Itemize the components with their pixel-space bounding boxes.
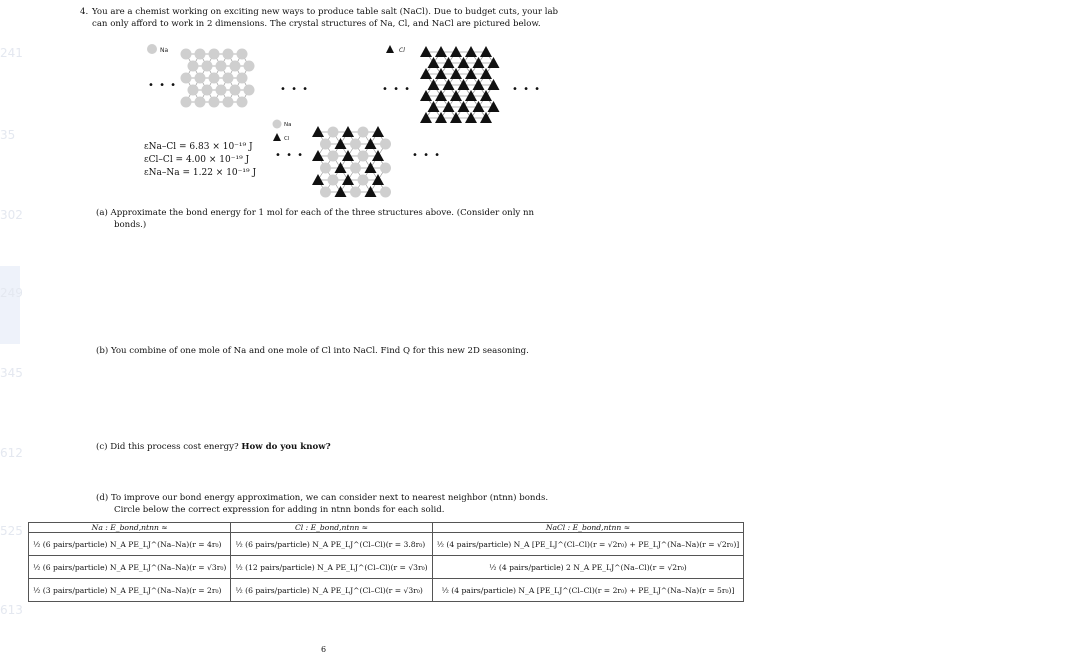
na-atom — [195, 97, 206, 108]
cl-atom — [312, 174, 324, 185]
cl-atom — [372, 174, 384, 185]
cl-atom — [480, 68, 492, 79]
cl-atom — [428, 79, 440, 90]
na-atom — [195, 49, 206, 60]
cl-atom — [443, 101, 455, 112]
cl-lattice — [420, 46, 500, 123]
cl-atom — [365, 186, 377, 197]
cl-atom — [312, 150, 324, 161]
option-cl-3[interactable]: ½ (6 pairs/particle) N_A PE_LJ^(Cl–Cl)(r = √3r₀) — [231, 579, 432, 602]
cl-atom — [342, 174, 354, 185]
na-atom — [223, 97, 234, 108]
na-atom — [350, 139, 361, 150]
cl-atom — [473, 101, 485, 112]
cl-atom — [342, 126, 354, 137]
table-row — [29, 533, 744, 556]
problem-number: 4. — [80, 7, 89, 17]
cl-atom — [488, 57, 500, 68]
question-d-line-2: Circle below the correct expression for adding in ntnn bonds for each solid. — [114, 504, 445, 515]
question-c-bold: How do you know? — [241, 442, 331, 452]
na-atom — [328, 127, 339, 138]
cl-atom — [335, 162, 347, 173]
cl-atom — [480, 46, 492, 57]
cl-ellipsis-right: • • • — [512, 84, 542, 95]
cl-atom — [473, 79, 485, 90]
table-row — [29, 556, 744, 579]
margin-mark: 302 — [0, 208, 23, 222]
na-atom — [181, 49, 192, 60]
na-ellipsis-right: • • • — [280, 84, 310, 95]
margin-mark: 612 — [0, 446, 23, 460]
na-atom — [358, 175, 369, 186]
energy-na-cl: εNa–Cl = 6.83 × 10⁻¹⁹ J — [144, 142, 253, 152]
na-atom — [320, 163, 331, 174]
question-d-line-1: (d) To improve our bond energy approximation, we can consider next to nearest neighbor (ntnn) bonds. — [96, 493, 549, 503]
na-atom — [328, 175, 339, 186]
cl-atom — [435, 68, 447, 79]
intro-line-2: can only afford to work in 2 dimensions. The crystal structures of Na, Cl, and NaCl are pictured below. — [92, 19, 541, 29]
cl-atom — [342, 150, 354, 161]
cl-atom — [450, 68, 462, 79]
header-cl: Cl : E_bond,ntnn ≈ — [231, 523, 432, 533]
nacl-lattice — [312, 126, 391, 198]
cl-atom — [465, 68, 477, 79]
question-c — [96, 442, 496, 454]
margin-mark: 345 — [0, 366, 23, 380]
na-atom — [237, 49, 248, 60]
page-number: 6 — [321, 645, 327, 654]
na-atom — [350, 187, 361, 198]
na-atom — [328, 151, 339, 162]
cl-atom — [312, 126, 324, 137]
na-atom — [209, 73, 220, 84]
cl-atom — [443, 57, 455, 68]
problem-intro — [80, 6, 600, 30]
cl-atom — [428, 101, 440, 112]
header-na: Na : E_bond,ntnn ≈ — [29, 523, 231, 533]
cl-atom — [458, 101, 470, 112]
na-atom — [358, 151, 369, 162]
cl-atom — [365, 162, 377, 173]
na-atom — [380, 187, 391, 198]
cl-atom — [488, 101, 500, 112]
energy-cl-cl: εCl–Cl = 4.00 × 10⁻¹⁹ J — [144, 155, 250, 165]
option-nacl-3[interactable]: ½ (4 pairs/particle) N_A [PE_LJ^(Cl–Cl)(r = 2r₀) + PE_LJ^(Na–Na)(r = 5r₀)] — [432, 579, 744, 602]
cl-atom — [473, 57, 485, 68]
cl-atom — [458, 57, 470, 68]
question-d — [96, 493, 616, 516]
cl-atom — [420, 90, 432, 101]
na-atom — [195, 73, 206, 84]
na-atom — [181, 97, 192, 108]
na-atom — [320, 139, 331, 150]
nacl-cl-legend-label: Cl — [284, 136, 290, 142]
na-atom — [209, 97, 220, 108]
table-header-row — [29, 523, 744, 533]
cl-atom — [428, 57, 440, 68]
cl-atom — [450, 46, 462, 57]
na-ellipsis-left: • • • — [148, 80, 178, 91]
margin-highlight — [0, 266, 20, 344]
cl-atom — [480, 112, 492, 123]
cl-atom — [465, 90, 477, 101]
na-atom — [230, 61, 241, 72]
cl-atom — [372, 150, 384, 161]
nacl-na-legend-label: Na — [284, 122, 292, 128]
cl-atom — [420, 112, 432, 123]
cl-legend-label: Cl — [399, 47, 405, 54]
cl-atom — [435, 46, 447, 57]
na-atom — [244, 61, 255, 72]
margin-mark: 35 — [0, 128, 16, 142]
na-atom — [209, 49, 220, 60]
option-na-1[interactable]: ½ (6 pairs/particle) N_A PE_LJ^(Na–Na)(r = 4r₀) — [29, 533, 231, 556]
option-nacl-1[interactable]: ½ (4 pairs/particle) N_A [PE_LJ^(Cl–Cl)(r = √2r₀) + PE_LJ^(Na–Na)(r = √2r₀)] — [432, 533, 744, 556]
na-atom — [320, 187, 331, 198]
cl-atom — [335, 138, 347, 149]
na-legend-icon — [147, 44, 157, 54]
ntnn-options-table — [28, 522, 744, 602]
na-atom — [216, 61, 227, 72]
header-nacl: NaCl : E_bond,ntnn ≈ — [432, 523, 744, 533]
cl-atom — [435, 90, 447, 101]
na-atom — [350, 163, 361, 174]
na-legend-label: Na — [160, 47, 169, 54]
cl-atom — [450, 90, 462, 101]
cl-atom — [458, 79, 470, 90]
na-atom — [380, 139, 391, 150]
na-atom — [188, 61, 199, 72]
na-atom — [237, 97, 248, 108]
option-cl-1[interactable]: ½ (6 pairs/particle) N_A PE_LJ^(Cl–Cl)(r = 3.8r₀) — [231, 533, 432, 556]
na-atom — [223, 49, 234, 60]
na-atom — [181, 73, 192, 84]
nacl-ellipsis-right: • • • — [412, 150, 442, 161]
na-atom — [202, 85, 213, 96]
option-na-2[interactable]: ½ (6 pairs/particle) N_A PE_LJ^(Na–Na)(r = √3r₀) — [29, 556, 231, 579]
na-atom — [244, 85, 255, 96]
question-b: (b) You combine of one mole of Na and one mole of Cl into NaCl. Find Q for this new 2D seasoning. — [96, 346, 529, 356]
question-a — [96, 208, 596, 231]
option-cl-2[interactable]: ½ (12 pairs/particle) N_A PE_LJ^(Cl–Cl)(r = √3r₀) — [231, 556, 432, 579]
na-atom — [216, 85, 227, 96]
margin-mark: 613 — [0, 603, 23, 617]
cl-atom — [450, 112, 462, 123]
energy-na-na: εNa–Na = 1.22 × 10⁻¹⁹ J — [144, 168, 257, 178]
question-c-text: (c) Did this process cost energy? — [96, 442, 239, 452]
cl-atom — [465, 46, 477, 57]
na-atom — [237, 73, 248, 84]
question-a-line-2: bonds.) — [114, 219, 147, 230]
margin-mark: 249 — [0, 286, 23, 300]
cl-atom — [480, 90, 492, 101]
na-atom — [223, 73, 234, 84]
na-atom — [202, 61, 213, 72]
margin-mark: 241 — [0, 46, 23, 60]
cl-legend-icon — [386, 45, 394, 53]
nacl-ellipsis-left: • • • — [275, 150, 305, 161]
cl-atom — [488, 79, 500, 90]
na-atom — [188, 85, 199, 96]
na-lattice — [181, 49, 255, 108]
nacl-na-legend-icon — [273, 120, 282, 129]
cl-atom — [420, 68, 432, 79]
cl-atom — [435, 112, 447, 123]
table-row — [29, 579, 744, 602]
cl-atom — [420, 46, 432, 57]
cl-atom — [365, 138, 377, 149]
cl-atom — [372, 126, 384, 137]
question-a-line-1: (a) Approximate the bond energy for 1 mol for each of the three structures above. (Consider only nn — [96, 208, 535, 218]
nacl-cl-legend-icon — [273, 133, 281, 141]
cl-atom — [465, 112, 477, 123]
cl-atom — [443, 79, 455, 90]
cl-atom — [335, 186, 347, 197]
na-atom — [380, 163, 391, 174]
margin-mark: 525 — [0, 524, 23, 538]
na-atom — [358, 127, 369, 138]
option-nacl-2[interactable]: ½ (4 pairs/particle) 2 N_A PE_LJ^(Na–Cl)(r = √2r₀) — [432, 556, 744, 579]
na-atom — [230, 85, 241, 96]
option-na-3[interactable]: ½ (3 pairs/particle) N_A PE_LJ^(Na–Na)(r = 2r₀) — [29, 579, 231, 602]
intro-line-1: You are a chemist working on exciting new ways to produce table salt (NaCl). Due to budget cuts, your lab — [92, 7, 559, 17]
cl-ellipsis-left: • • • — [382, 84, 412, 95]
